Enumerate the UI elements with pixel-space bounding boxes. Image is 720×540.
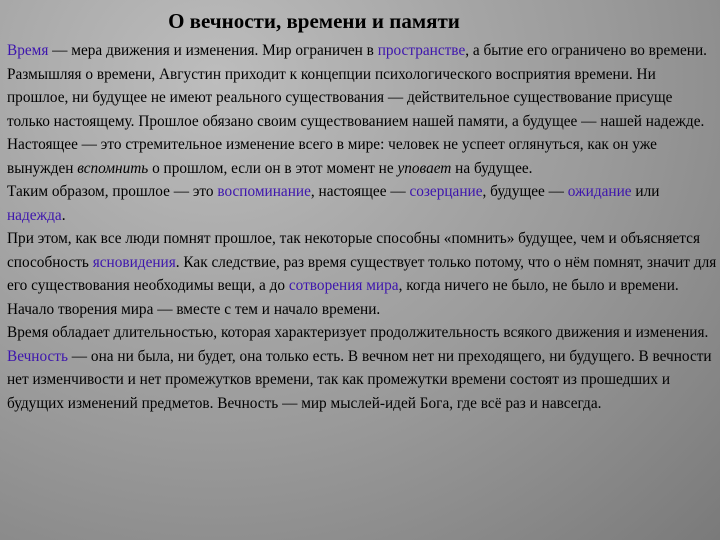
term-vechnost: Вечность bbox=[7, 347, 68, 365]
term-sotvorenie-mira: сотворения мира bbox=[288, 277, 399, 294]
text-segment: на будущее. bbox=[451, 159, 533, 177]
text-segment: . bbox=[61, 206, 66, 224]
term-prostranstvo: пространстве bbox=[377, 42, 466, 59]
text-segment: При этом, как все люди помнят прошлое, так некоторые способны «помнить» будущее, чем и объясняется способность bbox=[7, 230, 700, 271]
paragraph-eternity bbox=[7, 345, 719, 416]
text-segment: о прошлом, если он в этот момент не bbox=[148, 159, 398, 177]
paragraph-clairvoyance bbox=[7, 227, 719, 321]
text-segment: — она ни была, ни будет, она только есть. В вечном нет ни преходящего, ни будущего. В вечности нет изменчивости и нет промежутков времени, так как промежутки времени состоят из прошедших и будущих изменений предметов. Вечность — мир мыслей-идей Бога, где всё раз и навсегда. bbox=[7, 347, 712, 412]
text-segment: , настоящее — bbox=[310, 183, 410, 200]
text-segment: , а бытие его ограничено во времени. Размышляя о времени, Августин приходит к концепции психологического восприятия времени. Ни прошлое, ни будущее не имеют реального существования — действительное существование присуще только настоящему. Прошлое обязано своим существованием нашей памяти, а будущее — нашей надежде. Настоящее — это стремительное изменение всего в мире: человек не успеет оглянуться, как он уже вынужден bbox=[7, 42, 707, 177]
text-segment: . Как следствие, раз время существует только потому, что о нём помнят, значит для его существования необходимы вещи, а до bbox=[7, 253, 717, 294]
emphasis-upovaet: уповает bbox=[397, 159, 452, 177]
text-segment: , будущее — bbox=[482, 183, 568, 200]
text-segment: или bbox=[631, 183, 660, 200]
paragraph-time bbox=[7, 39, 719, 180]
text-segment: — мера движения и изменения. Мир ограничен в bbox=[48, 42, 378, 59]
term-nadezhda: надежда bbox=[7, 206, 62, 224]
term-yasnovidenie: ясновидения bbox=[92, 253, 176, 271]
term-sozercanie: созерцание bbox=[409, 183, 483, 200]
term-vremya: Время bbox=[7, 42, 49, 59]
term-ozhidanie: ожидание bbox=[567, 183, 632, 200]
term-vospominanie: воспоминание bbox=[217, 183, 311, 200]
paragraph-duration bbox=[7, 321, 719, 345]
paragraph-past-present-future bbox=[7, 180, 719, 227]
body-text bbox=[7, 39, 719, 415]
text-segment: , когда ничего не было, не было и времени. Начало творения мира — вместе с тем и начало времени. bbox=[7, 277, 679, 318]
emphasis-vspomnit: вспомнить bbox=[77, 159, 149, 177]
text-segment: Таким образом, прошлое — это bbox=[7, 183, 218, 200]
slide-title: О вечности, времени и памяти bbox=[168, 9, 460, 33]
text-segment: Время обладает длительностью, которая характеризует продолжительность всякого движения и изменения. bbox=[7, 324, 709, 341]
